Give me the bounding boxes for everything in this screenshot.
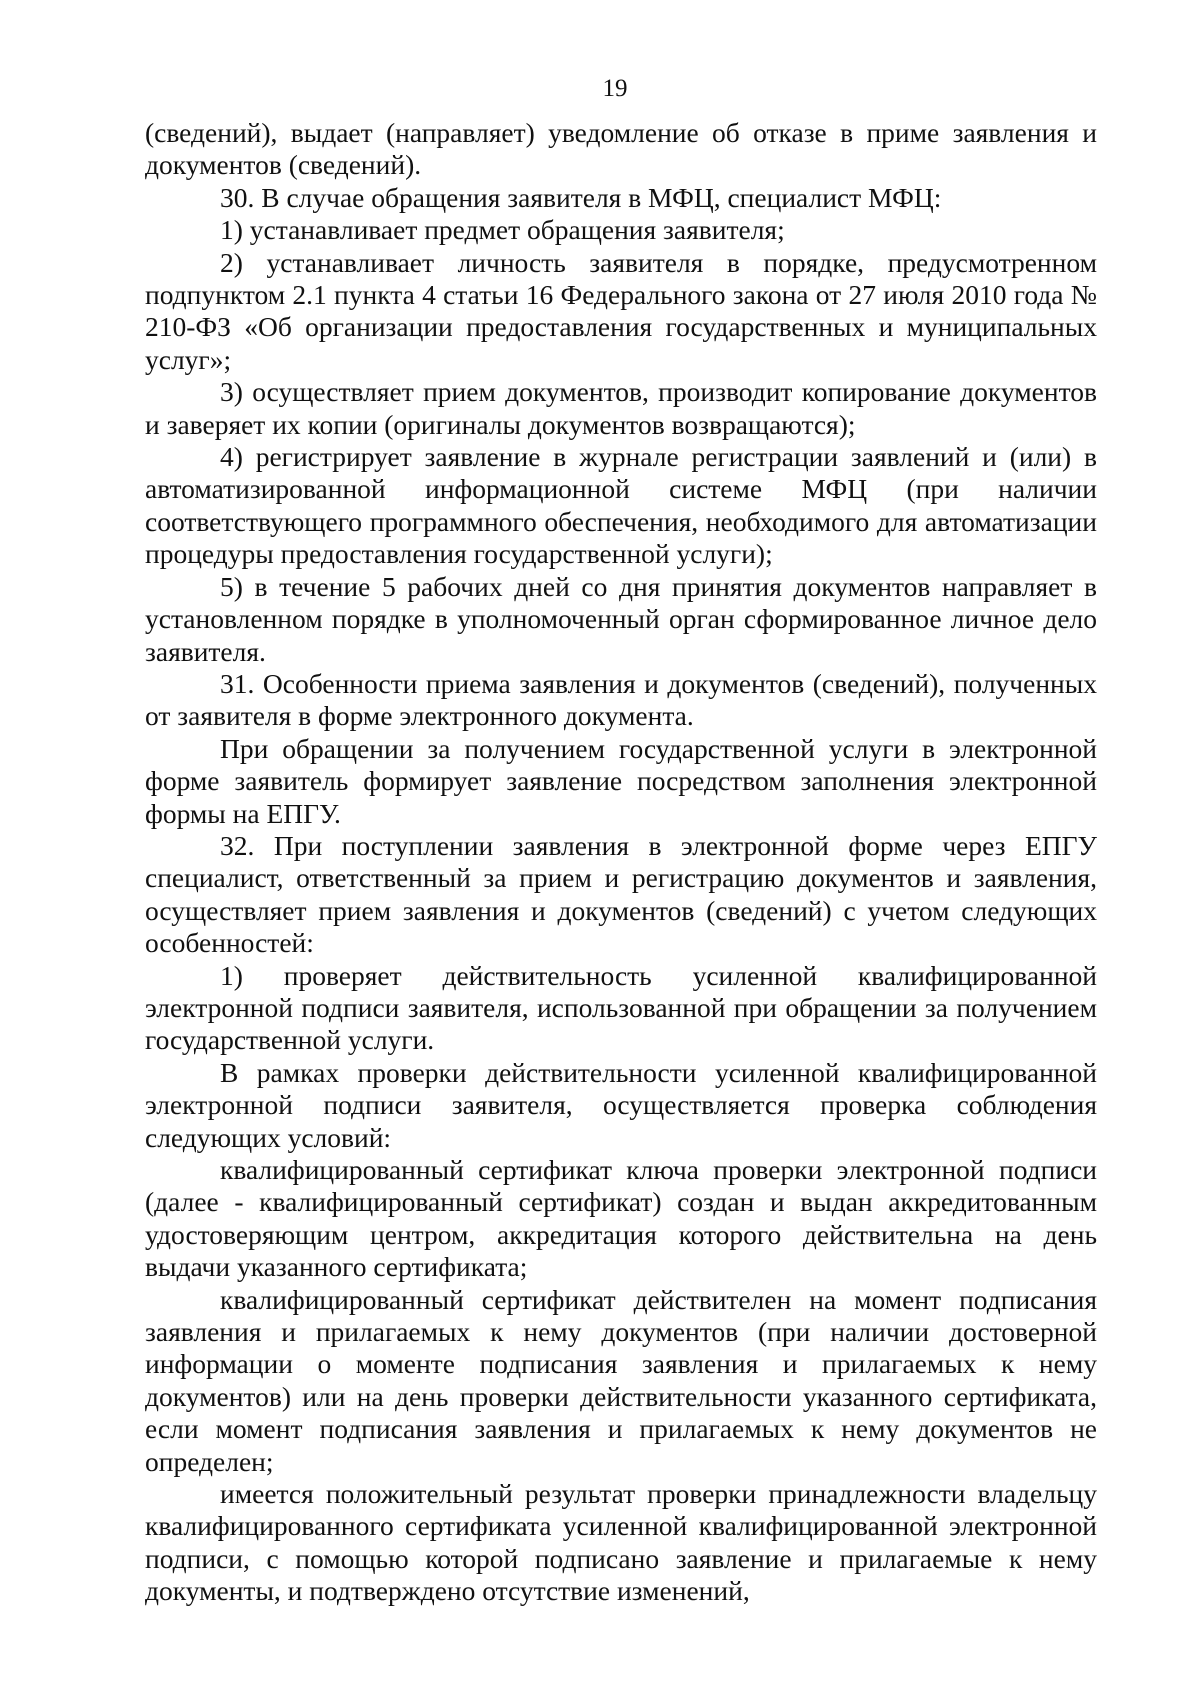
paragraph-subitem-5: 5) в течение 5 рабочих дней со дня принятия документов направляет в установленном порядке в уполномоченный орган сформированное личное дело заявителя.: [145, 570, 1097, 667]
paragraph-subitem-4: 4) регистрирует заявление в журнале регистрации заявлений и (или) в автоматизированной информационной системе МФЦ (при наличии соответствующего программного обеспечения, необходимого для автоматизации процедуры предоставления государственной услуги);: [145, 441, 1097, 570]
paragraph-item-32: 32. При поступлении заявления в электронной форме через ЕПГУ специалист, ответственный за прием и регистрацию документов и заявления, осуществляет прием заявления и документов (сведений) с учетом следующих особенностей:: [145, 829, 1097, 959]
paragraph-check-conditions: В рамках проверки действительности усиленной квалифицированной электронной подписи заявителя, осуществляется проверка соблюдения следующих условий:: [145, 1056, 1097, 1153]
page-number: 19: [602, 75, 628, 102]
paragraph-subitem-2: 2) устанавливает личность заявителя в порядке, предусмотренном подпунктом 2.1 пункта 4 статьи 16 Федерального закона от 27 июля 2010 года № 210-ФЗ «Об организации предоставления государственных и муниципальных услуг»;: [145, 246, 1097, 375]
paragraph-condition-certificate-valid: квалифицированный сертификат действителен на момент подписания заявления и прилагаемых к нему документов (при наличии достоверной информации о моменте подписания заявления и прилагаемых к нему документов) или на день проверки действительности указанного сертификата, если момент подписания заявления и прилагаемых к нему документов не определен;: [145, 1283, 1097, 1477]
paragraph-continuation: (сведений), выдает (направляет) уведомление об отказе в приме заявления и документов (сведений).: [145, 117, 1097, 181]
document-body: [145, 117, 1097, 1608]
paragraph-condition-ownership: имеется положительный результат проверки принадлежности владельцу квалифицированного сертификата усиленной квалифицированной электронной подписи, с помощью которой подписано заявление и прилагаемые к нему документы, и подтверждено отсутствие изменений,: [145, 1478, 1097, 1607]
paragraph-condition-certificate-issued: квалифицированный сертификат ключа проверки электронной подписи (далее - квалифицированный сертификат) создан и выдан аккредитованным удостоверяющим центром, аккредитация которого действительна на день выдачи указанного сертификата;: [145, 1154, 1097, 1283]
paragraph-subitem-3: 3) осуществляет прием документов, производит копирование документов и заверяет их копии (оригиналы документов возвращаются);: [145, 376, 1097, 440]
paragraph-electronic-form: При обращении за получением государственной услуги в электронной форме заявитель формирует заявление посредством заполнения электронной формы на ЕПГУ.: [145, 732, 1097, 829]
paragraph-item-30: 30. В случае обращения заявителя в МФЦ, специалист МФЦ:: [220, 181, 942, 213]
paragraph-item-31: 31. Особенности приема заявления и документов (сведений), полученных от заявителя в форме электронного документа.: [145, 667, 1097, 732]
paragraph-check-signature: 1) проверяет действительность усиленной квалифицированной электронной подписи заявителя, использованной при обращении за получением государственной услуги.: [145, 959, 1097, 1056]
paragraph-subitem-1: 1) устанавливает предмет обращения заявителя;: [220, 214, 785, 246]
